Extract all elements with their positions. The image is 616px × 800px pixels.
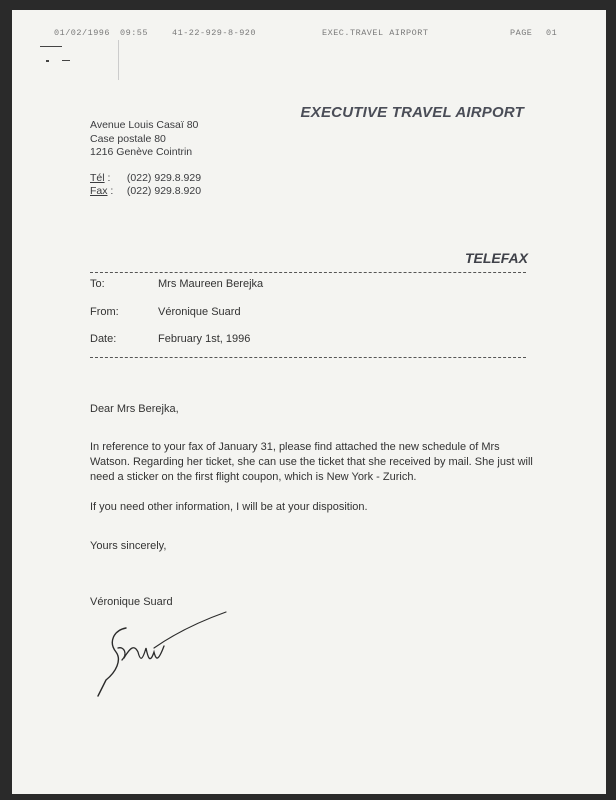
fax-sender: EXEC.TRAVEL AIRPORT: [322, 28, 429, 38]
address-line: 1216 Genève Cointrin: [90, 146, 193, 158]
handwritten-signature: [94, 608, 234, 698]
address-line: Case postale 80: [90, 132, 166, 145]
date-value: February 1st, 1996: [158, 333, 251, 345]
divider-bottom: [90, 357, 526, 358]
fax-page-label: PAGE: [510, 28, 533, 38]
fax-page-number: 01: [546, 28, 558, 38]
fax-number: 41-22-929-8-920: [172, 28, 257, 38]
salutation: Dear Mrs Berejka,: [90, 403, 179, 415]
fax-time: 09:55: [120, 28, 149, 38]
tel-row: Tél : (022) 929.8.929: [90, 172, 202, 184]
from-label: From:: [90, 306, 119, 318]
tel-label: Tél: [90, 172, 105, 184]
paragraph: In reference to your fax of January 31, please find attached the new schedule of Mrs Watson. Regarding her ticket, she can use the ticket that she received by mail. She just will need a sticker on the first flight coupon, which is New York - Zurich.: [90, 441, 533, 483]
closing: Yours sincerely,: [90, 540, 167, 552]
document-page: [12, 10, 606, 794]
company-address: [90, 119, 198, 160]
to-label: To:: [90, 278, 105, 290]
to-value: Mrs Maureen Berejka: [158, 278, 264, 290]
fax-date: 01/02/1996: [54, 28, 111, 38]
document-type-title: TELEFAX: [464, 250, 528, 266]
paragraph: If you need other information, I will be at your disposition.: [90, 501, 368, 513]
scan-line: [118, 40, 119, 80]
company-name: EXECUTIVE TRAVEL AIRPORT: [300, 104, 524, 121]
address-line: Avenue Louis Casaï 80: [90, 119, 199, 131]
company-contact: [90, 172, 201, 198]
signer-name: Véronique Suard: [90, 596, 173, 608]
tel-value: (022) 929.8.929: [126, 172, 202, 184]
fax-value: (022) 929.8.920: [126, 185, 202, 197]
fax-label: Fax: [90, 185, 108, 197]
fax-row: Fax : (022) 929.8.920: [90, 185, 202, 197]
date-label: Date:: [90, 333, 117, 345]
divider-top: [90, 272, 526, 273]
from-value: Véronique Suard: [158, 306, 241, 318]
